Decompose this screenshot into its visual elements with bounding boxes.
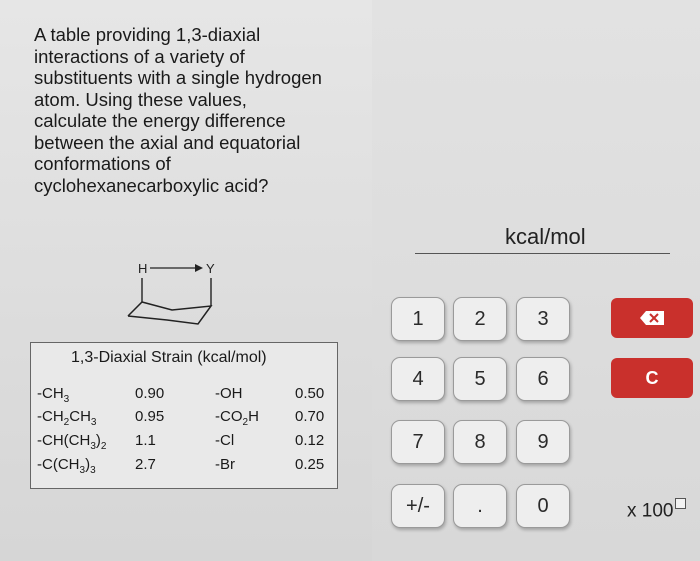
diaxial-strain-table [30, 342, 338, 489]
key-3[interactable]: 3 [516, 297, 570, 341]
table-cell-value: 0.25 [295, 456, 325, 473]
answer-panel [372, 0, 700, 561]
question-line: A table providing 1,3-diaxial [34, 24, 261, 45]
table-cell-value: 0.70 [295, 408, 325, 425]
unit-label: kcal/mol [505, 224, 586, 249]
table-cell-substituent: -Br [215, 456, 235, 473]
times-ten-power-button[interactable] [627, 498, 686, 522]
exponent-box [675, 498, 686, 509]
cyclohexane-diagram [120, 258, 230, 338]
question-text [34, 24, 364, 196]
question-line: conformations of [34, 153, 171, 174]
diagram-h-label: H [138, 261, 148, 276]
diagram-arrowhead [195, 264, 203, 272]
question-line: interactions of a variety of [34, 45, 245, 67]
key-9[interactable]: 9 [516, 420, 570, 464]
table-cell-value: 2.7 [135, 456, 156, 473]
cyclohexane-ring [128, 302, 211, 324]
key-7[interactable]: 7 [391, 420, 445, 464]
backspace-icon [638, 309, 666, 327]
answer-input-line[interactable] [415, 253, 670, 254]
table-cell-value: 0.12 [295, 432, 325, 449]
key-2[interactable]: 2 [453, 297, 507, 341]
table-cell-substituent: -Cl [215, 432, 235, 449]
multiplier-label: x 100 [627, 500, 674, 522]
key-1[interactable]: 1 [391, 297, 445, 341]
question-line: substituents with a single hydrogen [34, 67, 322, 88]
table-cell-value: 0.95 [135, 408, 165, 425]
table-cell-value: 0.50 [295, 385, 325, 402]
table-title: 1,3-Diaxial Strain (kcal/mol) [71, 349, 267, 366]
key-plus-minus[interactable]: +/- [391, 484, 445, 528]
table-cell-substituent: $-C(CH_3)_3$ [37, 456, 96, 476]
diagram-y-label: Y [206, 261, 215, 276]
table-cell-substituent: $-CH(CH_3)_2$ [37, 432, 107, 452]
question-line: atom. Using these values, [34, 88, 247, 110]
key-4[interactable]: 4 [391, 357, 445, 401]
key-6[interactable]: 6 [516, 357, 570, 401]
question-line: calculate the energy difference [34, 110, 286, 131]
table-cell-substituent: $-CH_3$ [37, 385, 70, 405]
question-line: cyclohexanecarboxylic acid? [34, 174, 269, 196]
table-cell-substituent: -OH [215, 385, 243, 402]
clear-button[interactable]: C [611, 358, 693, 398]
key-0[interactable]: 0 [516, 484, 570, 528]
table-cell-substituent: $-CH_2CH_3$ [37, 408, 97, 428]
table-cell-substituent: $-CO_2H$ [215, 408, 259, 428]
backspace-button[interactable] [611, 298, 693, 338]
table-cell-value: 1.1 [135, 432, 156, 449]
question-line: between the axial and equatorial [34, 131, 301, 153]
key-8[interactable]: 8 [453, 420, 507, 464]
key-decimal[interactable]: . [453, 484, 507, 528]
table-cell-value: 0.90 [135, 385, 165, 402]
key-5[interactable]: 5 [453, 357, 507, 401]
